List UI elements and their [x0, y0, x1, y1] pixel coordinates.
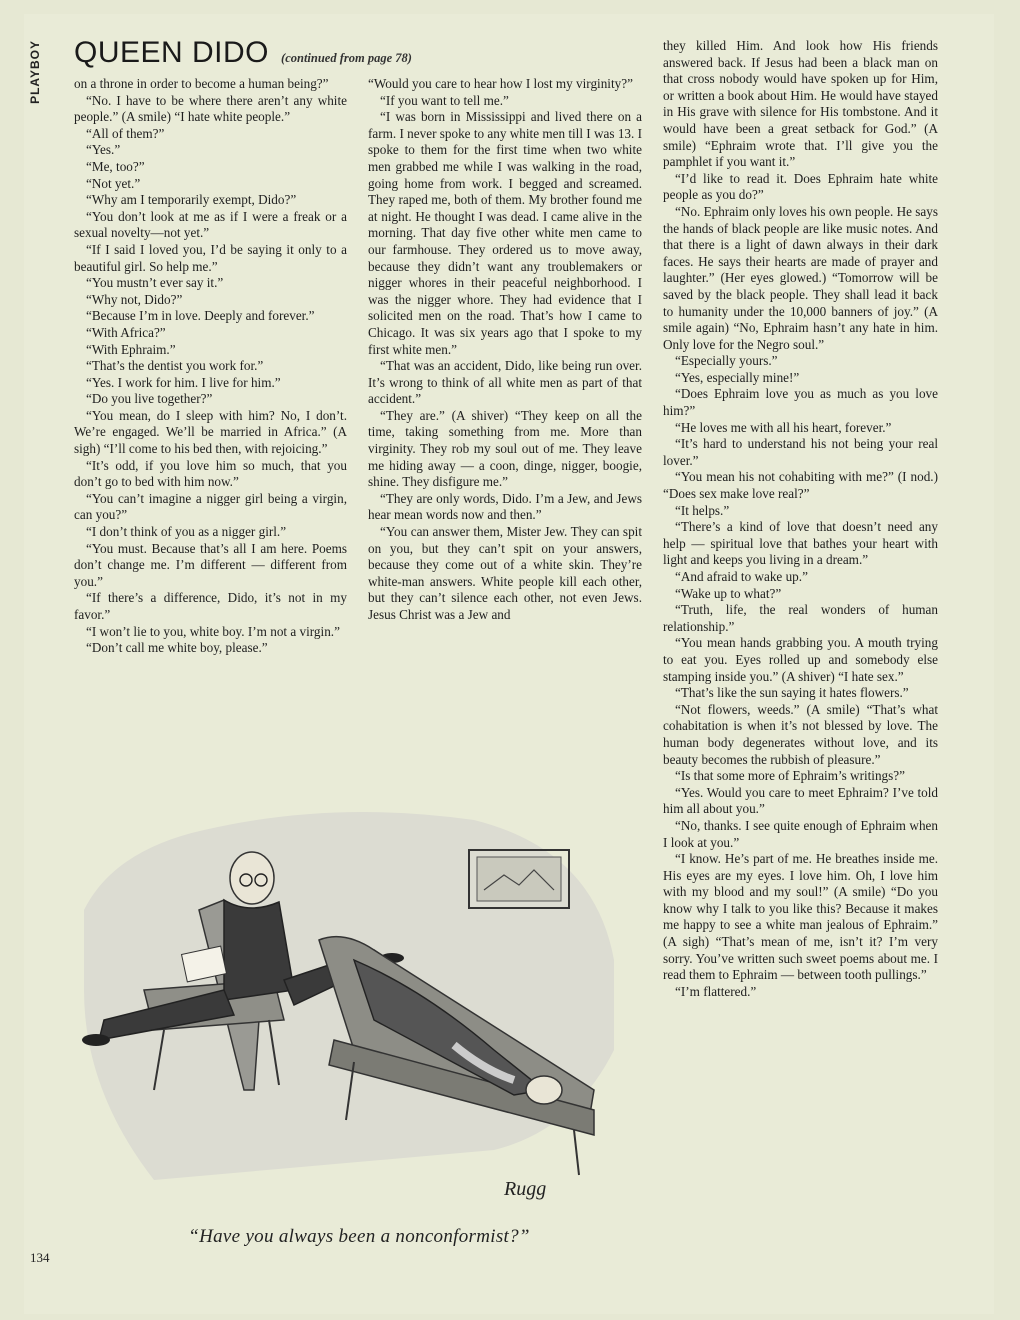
paragraph: “If I said I loved you, I’d be saying it only to a beautiful girl. So help me.”: [74, 241, 347, 274]
framed-picture: [469, 850, 569, 908]
paragraph: “Truth, life, the real wonders of human relationship.”: [663, 602, 938, 634]
paragraph: “You must. Because that’s all I am here. Poems don’t change me. I’m different — different from you.”: [74, 540, 347, 589]
paragraph: “Don’t call me white boy, please.”: [86, 640, 268, 656]
paragraph: “No, thanks. I see quite enough of Ephraim when I look at you.”: [663, 817, 938, 850]
page-number: 134: [30, 1250, 50, 1265]
paragraph: “I’m flattered.”: [675, 983, 757, 999]
paragraph: “With Ephraim.”: [86, 341, 176, 357]
paragraph: “With Africa?”: [86, 324, 166, 340]
paragraph: “That was an accident, Dido, like being run over. It’s wrong to think of all white men as part of that accident.”: [368, 358, 642, 407]
paragraph: “Not flowers, weeds.” (A smile) “That’s what cohabitation is when it’s not blessed by love. The human body degenerates without love, and its beauty becomes the rubbish of pleasure.”: [663, 701, 938, 767]
paragraph: “Yes. I work for him. I live for him.”: [86, 374, 281, 390]
paragraph: “You mean his not cohabiting with me?” (I nod.) “Does sex make love real?”: [663, 469, 938, 502]
paragraph: “You mean, do I sleep with him? No, I don’t. We’re engaged. We’ll be married in Africa.” (A sigh) “I’ll come to his bed then, with rejoicing.”: [74, 407, 347, 457]
paragraph: “That’s the dentist you work for.”: [86, 358, 264, 374]
paragraph: they killed Him. And look how His friends answered back. If Jesus had been a black man on that cross nobody would have spoken up for Him, or written a book about Him. He would have stayed in His grave with silence for His tombstone. And it would have been a great setback for God.” (A smile) “Ephraim wrote that. I’ll give you the pamphlet if you want it.”: [663, 38, 938, 170]
paragraph: “You mean hands grabbing you. A mouth trying to eat you. Eyes rolled up and somebody else stamping inside you.” (A shiver) “I hate sex.”: [663, 635, 938, 684]
paragraph: “Yes, especially mine!”: [675, 369, 800, 385]
text-column-3: [663, 38, 938, 1000]
paragraph: “That’s like the sun saying it hates flowers.”: [675, 685, 909, 701]
paragraph: “You can answer them, Mister Jew. They can spit on you, but they can’t spit on your answers, because they come out of a white skin. They’re white-man answers. White people kill each other, but they can’t silence each other, not even Jews. Jesus Christ was a Jew and: [368, 524, 642, 622]
cartoon-illustration: [74, 790, 644, 1220]
paragraph: “All of them?”: [86, 125, 165, 141]
paragraph: “And afraid to wake up.”: [675, 569, 808, 584]
paragraph: “Wake up to what?”: [675, 585, 782, 601]
paragraph: “I’d like to read it. Does Ephraim hate white people as you do?”: [663, 170, 938, 203]
paragraph: “If you want to tell me.”: [380, 92, 509, 108]
paragraph: “Would you care to hear how I lost my virginity?”: [368, 76, 633, 91]
text-column-2: [368, 76, 642, 624]
paragraph: “Because I’m in love. Deeply and forever.”: [86, 308, 315, 324]
paragraph: “Not yet.”: [86, 175, 141, 191]
paragraph: “They are only words, Dido. I’m a Jew, and Jews hear mean words now and then.”: [368, 490, 642, 523]
paragraph: “They are.” (A shiver) “They keep on all the time, taking something from me. More than virginity. They rob my soul out of me. They leave me hiding away — a coon, dinge, nigger, boogie, shine. They disfigure me.”: [368, 407, 642, 490]
paragraph: “If there’s a difference, Dido, it’s not in my favor.”: [74, 590, 347, 622]
text-column-1: [74, 76, 347, 657]
paragraph: “He loves me with all his heart, forever.”: [675, 419, 892, 435]
paragraph: “Me, too?”: [86, 158, 145, 174]
paragraph: “Yes. Would you care to meet Ephraim? I’ve told him all about you.”: [663, 784, 938, 817]
paragraph: “Is that some more of Ephraim’s writings?”: [675, 768, 905, 784]
paragraph: “You mustn’t ever say it.”: [86, 275, 224, 291]
cartoon-caption: “Have you always been a nonconformist?”: [188, 1226, 530, 1247]
paragraph: “Why am I temporarily exempt, Dido?”: [86, 192, 297, 208]
paragraph: “It’s odd, if you love him so much, that you don’t go to bed with him now.”: [74, 457, 347, 490]
paragraph: on a throne in order to become a human being?”: [74, 76, 329, 91]
paragraph: “You don’t look at me as if I were a freak or a sexual novelty—not yet.”: [74, 208, 347, 241]
story-title: QUEEN DIDO: [74, 36, 270, 69]
paragraph: “There’s a kind of love that doesn’t need any help — spiritual love that bathes your heart with light and keeps you living in a dream.”: [663, 519, 938, 568]
magazine-name-vertical: PLAYBOY: [28, 40, 42, 104]
paragraph: “Why not, Dido?”: [86, 291, 183, 307]
paragraph: “It’s hard to understand his not being your real lover.”: [663, 436, 938, 468]
paragraph: “I don’t think of you as a nigger girl.”: [86, 524, 287, 540]
paragraph: “You can’t imagine a nigger girl being a virgin, can you?”: [74, 490, 347, 523]
paragraph: “I know. He’s part of me. He breathes inside me. His eyes are my eyes. I love him. Oh, I love him with my blood and my soul!” (A smile) “Do you know why I talk to you like this? Because it makes me happy to see a white man jealous of Ephraim.” (A sigh) “That’s mean of me, isn’t it? I’m very sorry. You’ve written such sweet poems about me. I read them to Ephraim — between tooth pullings.”: [663, 851, 938, 983]
paragraph: “I was born in Mississippi and lived there on a farm. I never spoke to any white men till I was 13. I spoke to them for the first time when two white men grabbed me while I was walking in the road, going home from work. I begged and screamed. They raped me, both of them. My brother found me at night. He thought I was dead. I came alive in the morning. That day five other white men came to our farmhouse. They ordered us to move away, because they didn’t want any troublemakers or nigger whores in their peaceful neighborhood. I was the nigger whore. They had evidence that I solicited men on the road. That’s how I came to Chicago. It was six years ago that I spoke to my first white men.”: [368, 109, 642, 357]
paragraph: “Yes.”: [86, 142, 121, 158]
paragraph: “Do you live together?”: [86, 391, 213, 407]
paragraph: “No. I have to be where there aren’t any white people.” (A smile) “I hate white people.”: [74, 92, 347, 125]
paragraph: “It helps.”: [675, 502, 730, 518]
story-header: [74, 36, 654, 72]
paragraph: “No. Ephraim only loves his own people. He says the hands of black people are like music notes. And that there is a light of dawn always in their dark faces. He says their hearts are made of prayer and laughter.” (Her eyes glowed.) “Tomorrow will be saved by the black people. They shall lead it back to humanity under the 10,000 banners of joy.” (A smile again) “No, Ephraim hasn’t any hate in him. Only love for the Negro soul.”: [663, 203, 938, 352]
continued-note: (continued from page 78): [281, 51, 412, 65]
cartoon-signature: Rugg: [504, 1178, 547, 1200]
paragraph: “Does Ephraim love you as much as you love him?”: [663, 386, 938, 419]
paragraph: “I won’t lie to you, white boy. I’m not a virgin.”: [86, 623, 340, 639]
paragraph: “Especially yours.”: [675, 353, 778, 369]
